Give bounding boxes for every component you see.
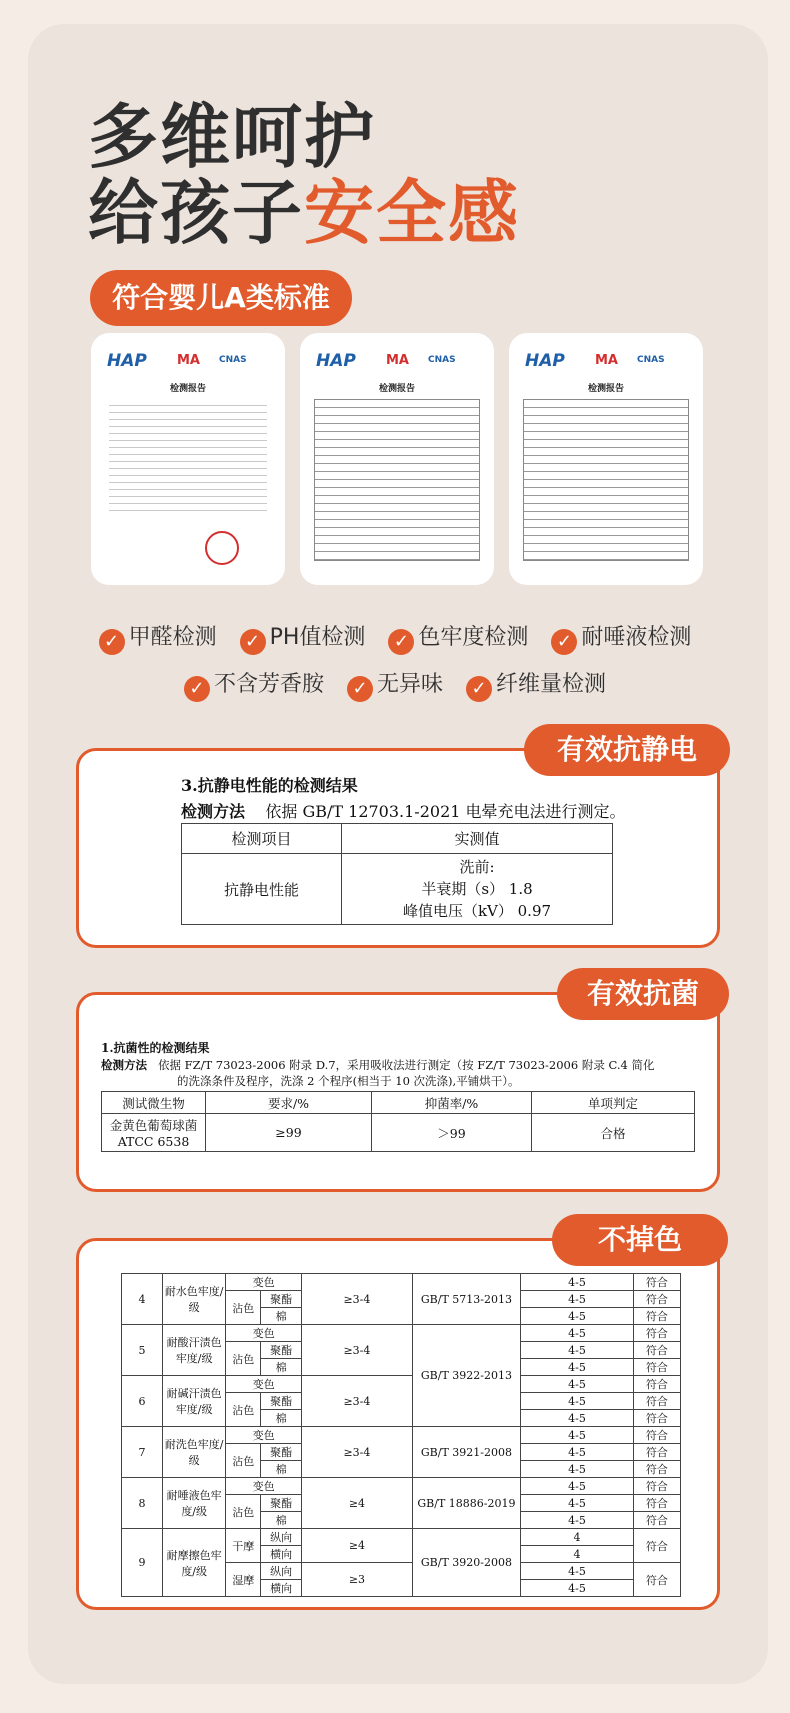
table-cell: GB/T 3921-2008: [412, 1427, 521, 1478]
table-cell: 4-5: [521, 1478, 634, 1495]
table-cell: GB/T 3922-2013: [412, 1325, 521, 1427]
antibacterial-card: [76, 992, 720, 1192]
antistatic-label: 有效抗静电: [524, 724, 730, 776]
report-table: [314, 399, 480, 561]
table-cell: 符合: [633, 1274, 680, 1291]
table-cell: 耐唾液色牢度/级: [162, 1478, 225, 1529]
antibacterial-label: 有效抗菌: [557, 968, 729, 1020]
table-cell: 6: [122, 1376, 163, 1427]
table-cell: 变色: [226, 1274, 302, 1291]
check-icon: ✓: [466, 676, 492, 702]
ma-logo: MA: [386, 353, 409, 368]
check-icon: ✓: [388, 629, 414, 655]
table-cell: ≥3-4: [302, 1427, 413, 1478]
table-cell: 符合: [633, 1529, 680, 1563]
table-cell: ≥4: [302, 1478, 413, 1529]
check-item: ✓ 甲醛检测: [99, 620, 217, 655]
table-cell: 横向: [261, 1546, 302, 1563]
table-cell: 符合: [633, 1563, 680, 1597]
table-cell: 4-5: [521, 1512, 634, 1529]
check-icon: ✓: [347, 676, 373, 702]
table-row: [122, 1376, 681, 1393]
table-cell: 干摩: [226, 1529, 261, 1563]
table-cell: 8: [122, 1478, 163, 1529]
table-cell: 变色: [226, 1427, 302, 1444]
check-row-2: [0, 667, 790, 702]
antistatic-method: 检测方法 依据 GB/T 12703.1-2021 电晕充电法进行测定。: [181, 802, 626, 821]
ma-logo: MA: [595, 353, 618, 368]
table-cell: 符合: [633, 1359, 680, 1376]
table-cell: 4-5: [521, 1393, 634, 1410]
check-item: ✓ 耐唾液检测: [551, 620, 691, 655]
antistatic-title: 3.抗静电性能的检测结果: [181, 776, 358, 795]
table-cell: 聚酯: [261, 1291, 302, 1308]
report-table: [523, 399, 689, 561]
hap-logo: HAP: [316, 351, 356, 371]
certificate-row: [0, 333, 790, 585]
table-cell: 符合: [633, 1410, 680, 1427]
table-cell: 4: [521, 1546, 634, 1563]
table-cell: 符合: [633, 1461, 680, 1478]
table-cell: GB/T 5713-2013: [412, 1274, 521, 1325]
antistatic-table: 检测项目 实测值 抗静电性能 洗前: 半衰期（s） 1.8 峰值电压（kV） 0.97: [181, 823, 613, 925]
cnas-logo: CNAS: [428, 355, 456, 365]
table-cell: GB/T 18886-2019: [412, 1478, 521, 1529]
table-cell: 棉: [261, 1308, 302, 1325]
table-cell: 4-5: [521, 1427, 634, 1444]
table-cell: 聚酯: [261, 1342, 302, 1359]
table-cell: ≥3: [302, 1563, 413, 1597]
colorfast-card: [76, 1238, 720, 1610]
report-title: 检测报告: [587, 384, 624, 394]
table-cell: 4-5: [521, 1274, 634, 1291]
antibacterial-method-2: 的洗涤条件及程序，洗涤 2 个程序(相当于 10 次洗涤),平铺烘干）。: [177, 1074, 520, 1088]
table-cell: 沾色: [226, 1444, 261, 1478]
antibacterial-method: 检测方法 依据 FZ/T 73023-2006 附录 D.7，采用吸收法进行测定（按 FZ/T 73023-2006 附录 C.4 简化: [101, 1058, 655, 1072]
cnas-logo: CNAS: [219, 355, 247, 365]
table-cell: 符合: [633, 1376, 680, 1393]
table-row: [122, 1325, 681, 1342]
table-cell: ≥3-4: [302, 1376, 413, 1427]
table-cell: 沾色: [226, 1291, 261, 1325]
report-title: 检测报告: [378, 384, 415, 394]
report-text: [109, 399, 267, 515]
table-cell: 符合: [633, 1427, 680, 1444]
table-cell: 符合: [633, 1291, 680, 1308]
check-item: ✓ PH值检测: [240, 620, 366, 655]
certificate-card[interactable]: [509, 333, 703, 585]
table-cell: 沾色: [226, 1342, 261, 1376]
table-cell: 耐水色牢度/级: [162, 1274, 225, 1325]
table-cell: 4-5: [521, 1410, 634, 1427]
hap-logo: HAP: [525, 351, 565, 371]
check-item: ✓ 无异味: [347, 667, 443, 702]
table-cell: 符合: [633, 1478, 680, 1495]
table-cell: 符合: [633, 1308, 680, 1325]
table-cell: 聚酯: [261, 1495, 302, 1512]
table-cell: GB/T 3920-2008: [412, 1529, 521, 1597]
table-cell: 纵向: [261, 1563, 302, 1580]
colorfast-label: 不掉色: [552, 1214, 728, 1266]
table-cell: 沾色: [226, 1495, 261, 1529]
table-cell: 4-5: [521, 1580, 634, 1597]
table-cell: 符合: [633, 1393, 680, 1410]
cnas-logo: CNAS: [637, 355, 665, 365]
antistatic-card: [76, 748, 720, 948]
table-cell: 纵向: [261, 1529, 302, 1546]
table-cell: 变色: [226, 1325, 302, 1342]
table-cell: 4-5: [521, 1359, 634, 1376]
standard-tag: 符合婴儿A类标准: [90, 270, 352, 326]
table-cell: 4-5: [521, 1325, 634, 1342]
table-row: [122, 1274, 681, 1291]
check-icon: ✓: [184, 676, 210, 702]
table-cell: 聚酯: [261, 1444, 302, 1461]
table-cell: 湿摩: [226, 1563, 261, 1597]
headline-line1: 多维呵护: [88, 96, 376, 178]
table-cell: 4-5: [521, 1308, 634, 1325]
table-cell: 符合: [633, 1495, 680, 1512]
table-cell: 符合: [633, 1342, 680, 1359]
table-cell: 5: [122, 1325, 163, 1376]
certificate-card[interactable]: [300, 333, 494, 585]
table-cell: 4-5: [521, 1444, 634, 1461]
table-cell: 9: [122, 1529, 163, 1597]
table-cell: ≥4: [302, 1529, 413, 1563]
colorfast-table: [121, 1273, 681, 1597]
seal-icon: [205, 531, 239, 565]
table-cell: 7: [122, 1427, 163, 1478]
ma-logo: MA: [177, 353, 200, 368]
table-cell: 4-5: [521, 1495, 634, 1512]
table-cell: 4: [521, 1529, 634, 1546]
table-cell: 变色: [226, 1376, 302, 1393]
table-cell: 棉: [261, 1512, 302, 1529]
check-icon: ✓: [551, 629, 577, 655]
table-row: [122, 1478, 681, 1495]
check-item: ✓ 色牢度检测: [388, 620, 528, 655]
check-item: ✓ 纤维量检测: [466, 667, 606, 702]
table-row: [122, 1427, 681, 1444]
table-cell: 沾色: [226, 1393, 261, 1427]
table-cell: ≥3-4: [302, 1325, 413, 1376]
table-cell: 4-5: [521, 1563, 634, 1580]
table-cell: 耐摩擦色牢度/级: [162, 1529, 225, 1597]
check-row-1: [0, 620, 790, 655]
table-cell: 变色: [226, 1478, 302, 1495]
table-cell: 4-5: [521, 1291, 634, 1308]
headline-accent: 安全感: [304, 172, 520, 254]
table-cell: 4-5: [521, 1376, 634, 1393]
report-title: 检测报告: [169, 384, 206, 394]
certificate-card[interactable]: [91, 333, 285, 585]
table-cell: 4-5: [521, 1461, 634, 1478]
check-icon: ✓: [99, 629, 125, 655]
table-cell: 耐酸汗渍色牢度/级: [162, 1325, 225, 1376]
table-cell: 聚酯: [261, 1393, 302, 1410]
hap-logo: HAP: [107, 351, 147, 371]
table-cell: 棉: [261, 1359, 302, 1376]
table-cell: 耐碱汗渍色牢度/级: [162, 1376, 225, 1427]
antibacterial-title: 1.抗菌性的检测结果: [101, 1041, 210, 1055]
table-cell: 符合: [633, 1444, 680, 1461]
headline-line2: 给孩子安全感: [88, 172, 520, 254]
table-cell: 棉: [261, 1410, 302, 1427]
table-cell: 棉: [261, 1461, 302, 1478]
table-cell: 4: [122, 1274, 163, 1325]
antibacterial-table: 测试微生物 要求/% 抑菌率/% 单项判定 金黄色葡萄球菌 ATCC 6538 ≥99 ＞99 合格: [101, 1091, 695, 1152]
table-cell: 耐洗色牢度/级: [162, 1427, 225, 1478]
check-item: ✓ 不含芳香胺: [184, 667, 324, 702]
table-cell: 4-5: [521, 1342, 634, 1359]
check-icon: ✓: [240, 629, 266, 655]
table-cell: 符合: [633, 1512, 680, 1529]
table-cell: 横向: [261, 1580, 302, 1597]
table-cell: 符合: [633, 1325, 680, 1342]
table-cell: ≥3-4: [302, 1274, 413, 1325]
